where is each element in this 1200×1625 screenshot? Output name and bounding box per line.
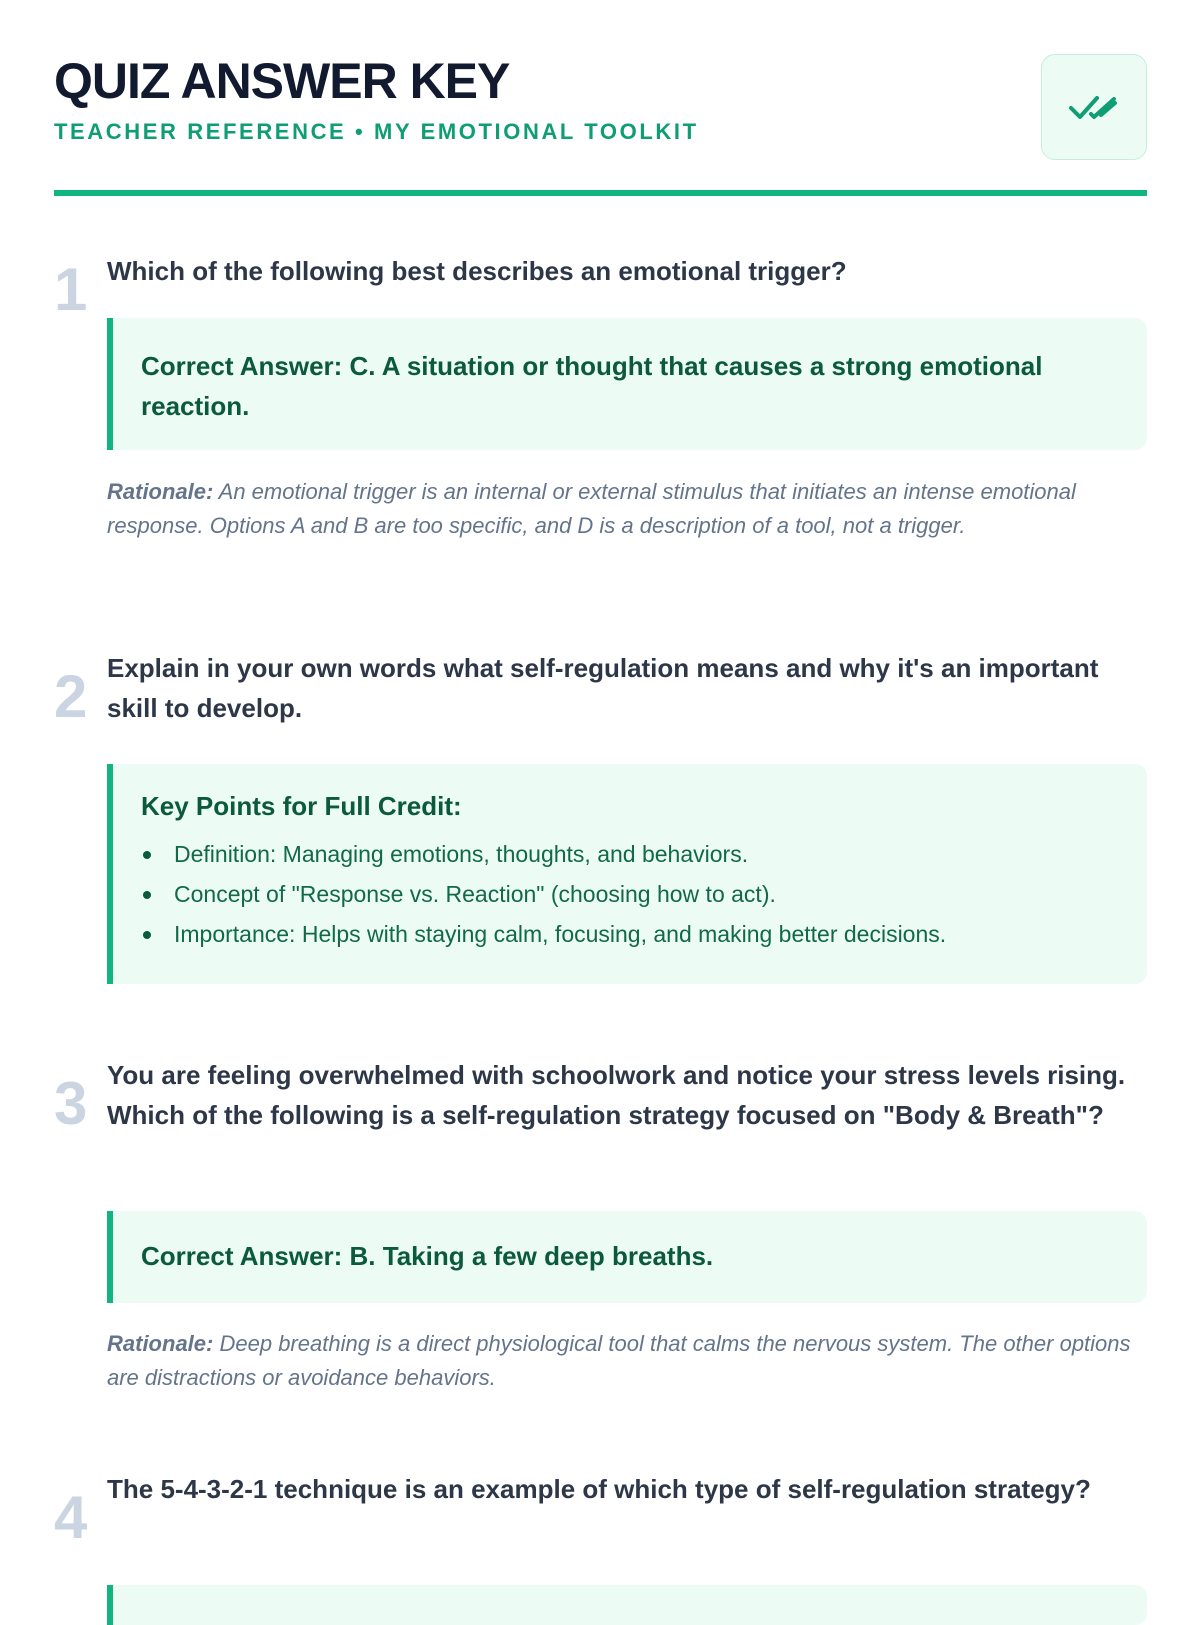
question-1 bbox=[54, 248, 1147, 578]
answer-key-page bbox=[54, 0, 1147, 1551]
key-point: Definition: Managing emotions, thoughts, and behaviors. bbox=[141, 834, 1113, 874]
key-points-title: Key Points for Full Credit: bbox=[141, 791, 462, 821]
question-4 bbox=[54, 1476, 1147, 1600]
question-number: 3 bbox=[54, 1070, 88, 1137]
question-number: 1 bbox=[54, 256, 88, 323]
key-points-list bbox=[141, 834, 1113, 954]
question-text: The 5-4-3-2-1 technique is an example of which type of self-regulation strategy? bbox=[107, 1474, 1091, 1504]
question-number: 2 bbox=[54, 663, 88, 730]
question-text: Which of the following best describes an emotional trigger? bbox=[107, 256, 847, 286]
rationale-label: Rationale: bbox=[107, 479, 214, 504]
double-check-icon bbox=[1068, 90, 1120, 124]
rationale-text: An emotional trigger is an internal or external stimulus that initiates an intense emotional response. Options A and B are too specific, and D is a description of a tool, not a trigger. bbox=[107, 479, 1076, 538]
rationale-label: Rationale: bbox=[107, 1331, 214, 1356]
answer-box bbox=[107, 1211, 1147, 1303]
answer-box bbox=[107, 318, 1147, 450]
key-point: Importance: Helps with staying calm, focusing, and making better decisions. bbox=[141, 914, 1113, 954]
key-point: Concept of "Response vs. Reaction" (choosing how to act). bbox=[141, 874, 1113, 914]
correct-answer: Correct Answer: B. Taking a few deep breaths. bbox=[141, 1241, 714, 1271]
header-divider bbox=[54, 190, 1147, 196]
question-2 bbox=[54, 655, 1147, 985]
key-points-box bbox=[107, 764, 1147, 984]
rationale-text: Deep breathing is a direct physiological tool that calms the nervous system. The other options are distractions or avoidance behaviors. bbox=[107, 1331, 1131, 1390]
page-header bbox=[54, 0, 1147, 197]
question-number: 4 bbox=[54, 1484, 88, 1551]
question-text: You are feeling overwhelmed with schoolwork and notice your stress levels rising. Which of the following is a self-regulation strategy focused on "Body & Breath"? bbox=[107, 1060, 1126, 1130]
correct-answer: Correct Answer: C. A situation or thought that causes a strong emotional reaction. bbox=[141, 351, 1043, 421]
answer-box bbox=[107, 1585, 1147, 1625]
rationale bbox=[107, 475, 1147, 543]
rationale bbox=[107, 1327, 1147, 1395]
page-subtitle: TEACHER REFERENCE • MY EMOTIONAL TOOLKIT bbox=[54, 119, 699, 144]
checkmark-badge bbox=[1041, 54, 1147, 160]
question-3 bbox=[54, 1062, 1147, 1402]
question-text: Explain in your own words what self-regulation means and why it's an important skill to develop. bbox=[107, 653, 1099, 723]
page-title: QUIZ ANSWER KEY bbox=[54, 53, 510, 109]
